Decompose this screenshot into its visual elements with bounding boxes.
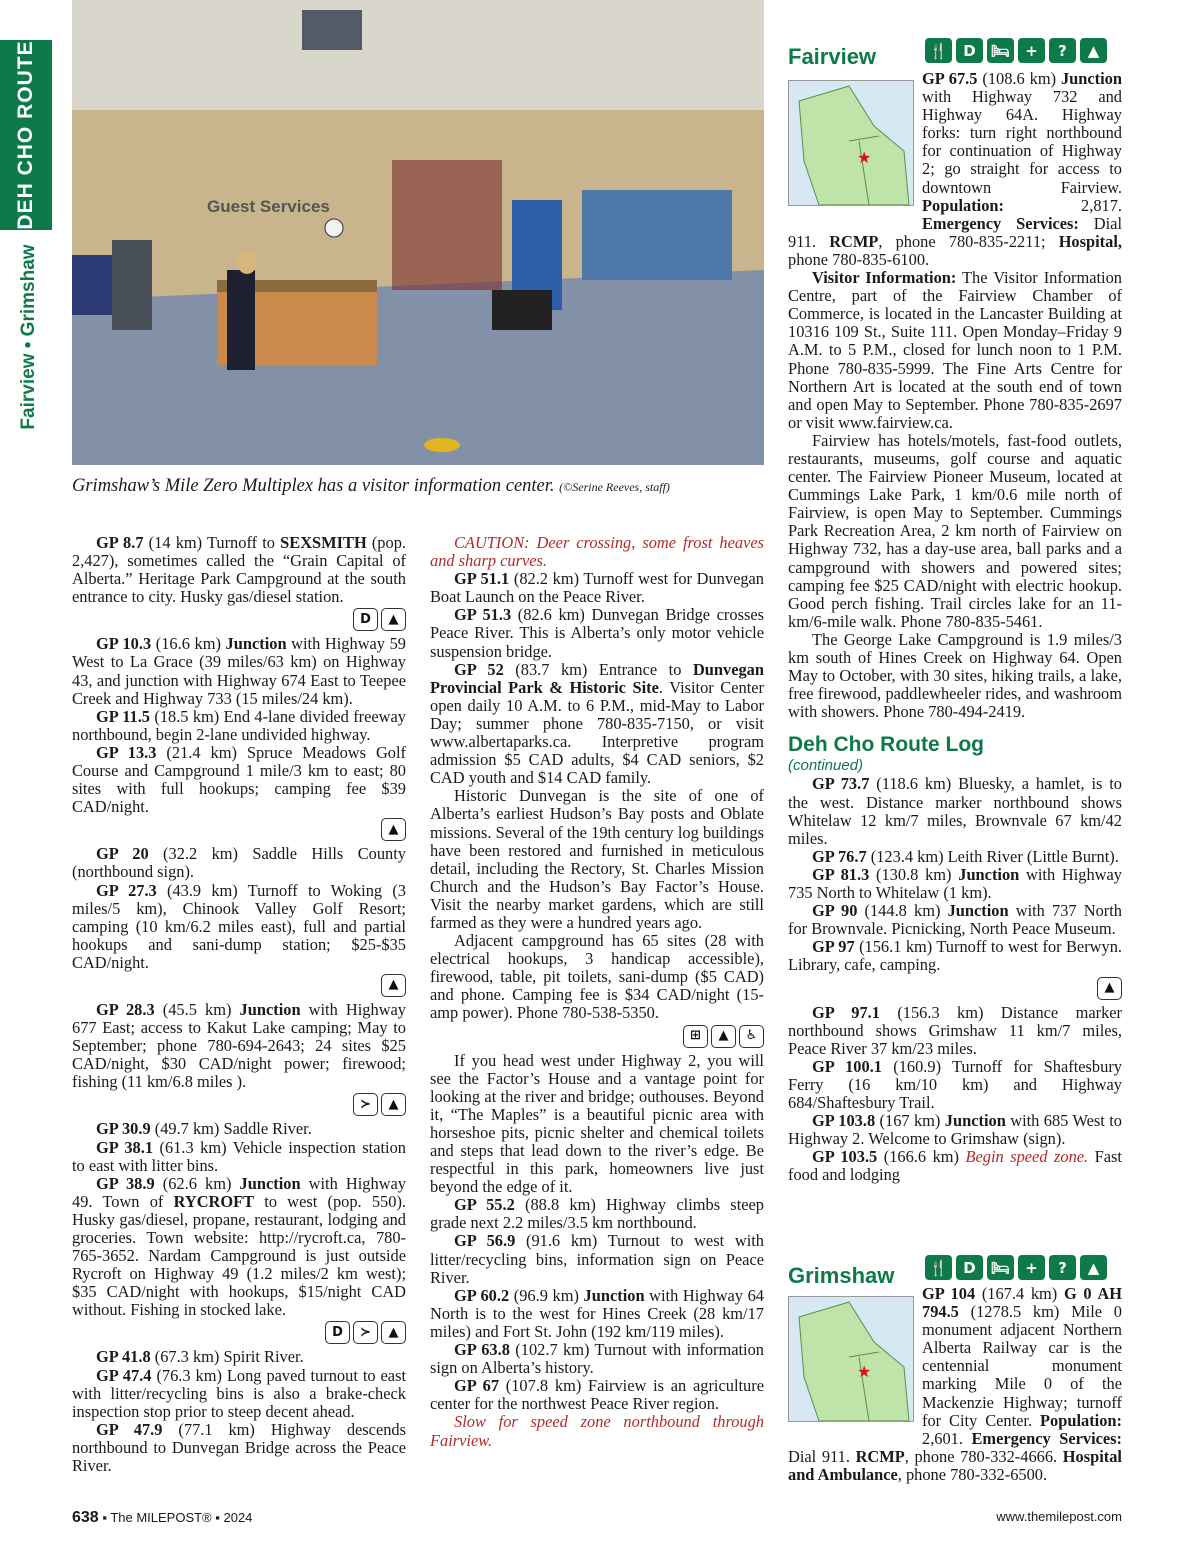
entry-text: (156.3 km) Distance marker northbound shows Grimshaw 11 km/7 miles, Peace River 37 km/23 miles. — [788, 1002, 1122, 1058]
log-entry — [788, 1112, 1122, 1148]
gp-milepost: GP 97.1 — [812, 1002, 880, 1022]
gp-milepost: GP 38.9 — [96, 1173, 155, 1193]
service-icon: D — [325, 1321, 350, 1344]
service-icon: + — [1018, 1255, 1045, 1280]
gp-milepost: GP 90 — [812, 901, 858, 921]
gp-milepost: GP 38.1 — [96, 1137, 154, 1157]
fairview-services-icons — [925, 38, 1107, 63]
gp-milepost: GP 10.3 — [96, 634, 152, 654]
service-icon: ? — [1049, 1255, 1076, 1280]
gp-milepost: GP 63.8 — [454, 1340, 510, 1360]
entry-bold: RCMP — [855, 1446, 905, 1466]
log-entry — [430, 1196, 764, 1232]
service-icons — [72, 1093, 406, 1116]
entry-bold: RCMP — [829, 231, 879, 251]
gp-milepost: GP 11.5 — [96, 706, 150, 726]
gp-milepost: GP 67 — [454, 1376, 500, 1396]
service-icon: ▲ — [381, 608, 406, 631]
gp-milepost: GP 8.7 — [96, 533, 144, 552]
entry-text: , phone 780-332-6500. — [897, 1464, 1048, 1484]
entry-text: (82.2 km) Turnoff west for Dunvegan Boat Launch on the Peace River. — [430, 569, 765, 607]
entry-text: (166.6 km) — [877, 1147, 966, 1167]
entry-text: (118.6 km) Bluesky, a hamlet, is to the west. Distance marker northbound shows Whitelaw 12 km/7 miles, Brownvale 67 km/42 miles. — [788, 774, 1122, 848]
service-icon: ⊞ — [683, 1025, 708, 1048]
entry-text: (83.7 km) Entrance to — [503, 659, 693, 679]
entry-text: with Highway 735 North to Whitelaw (1 km). — [788, 864, 1122, 903]
service-icon: ▲ — [381, 1093, 406, 1116]
gp-milepost: GP 47.9 — [96, 1419, 163, 1439]
log-entry — [430, 1232, 764, 1286]
log-entry — [788, 1004, 1122, 1058]
service-icons — [72, 608, 406, 631]
log-entry — [788, 866, 1122, 902]
log-entry — [788, 631, 1122, 721]
log-entry — [430, 1377, 764, 1413]
entry-text: . Visitor Center open daily 10 A.M. to 6 P.M., mid-May to Labor Day; summer phone 780-835-7150, or visit www.albertaparks.ca. Interpretive program admission $5 CAD adults, $4 CAD seniors, $2 CAD youth and $14 CAD family. — [430, 677, 764, 788]
log-entry — [788, 1148, 1122, 1184]
route-tab: DEH CHO ROUTE — [0, 40, 52, 230]
gp-milepost: GP 20 — [96, 844, 149, 864]
log-entry — [430, 1052, 764, 1197]
entry-bold: Junction — [239, 1173, 301, 1193]
entry-text: Historic Dunvegan is the site of one of Alberta’s earliest Hudson’s Bay posts and Oblate missions. Several of the 19th century log buildings have been restored and furnished in meticulous detail, including the Rectory, St. Charles Mission Church and the Hudson’s Bay Factor’s House. Visit the nearby market gardens, which are still farmed as they were a hundred years ago. — [430, 786, 764, 932]
service-icon: + — [1018, 38, 1045, 63]
entry-text: The Visitor Information Centre, part of the Fairview Chamber of Commerce, is located in the Lancaster Building at 10316 109 St., Suite 111. Open Monday–Friday 9 A.M. to 5 P.M., closed for lunch noon to 1 P.M. Phone 780-835-5999. The Fine Arts Centre for Northern Art is located at the south end of town and open May to September. Phone 780-835-2697 or visit www.fairview.ca. — [788, 268, 1122, 432]
gp-milepost: GP 56.9 — [454, 1231, 516, 1251]
service-icon: 🛏 — [987, 1255, 1014, 1280]
entry-text: (43.9 km) Turnoff to Woking (3 miles/5 km), Chinook Valley Golf Resort; camping (10 km/6.2 miles east), full and partial hookups and sani-dump station; $25-$35 CAD/night. — [72, 880, 406, 972]
service-icon: ▲ — [381, 974, 406, 997]
log-entry — [430, 1413, 764, 1449]
svg-text:★: ★ — [857, 148, 872, 167]
website-footer: www.themilepost.com — [996, 1509, 1122, 1524]
map-spacer — [788, 1285, 922, 1430]
entry-text: (76.3 km) Long paved turnout to east with litter/recycling bins is also a brake-check inspection stop prior to steep decent ahead. — [72, 1365, 407, 1421]
gp-milepost: GP 76.7 — [812, 846, 867, 866]
log-entry — [788, 902, 1122, 938]
entry-text: (62.6 km) — [154, 1173, 240, 1193]
route-log-heading: Deh Cho Route Log — [788, 733, 984, 757]
gp-milepost: GP 103.8 — [812, 1111, 876, 1131]
entry-text: , phone 780-835-2211; — [878, 231, 1059, 251]
gp-milepost: GP 52 — [454, 659, 504, 679]
entry-text: Fairview has hotels/motels, fast-food outlets, restaurants, museums, golf course and aquatic center. The Fairview Pioneer Museum, located at Cummings Lake Park, 1 km/0.6 mile north of Fairview, is open May to September. Cummings Park Recreation Area, 2 km north of Fairview on Highway 732, has a day-use area, ball parks and a campground with showers and powered sites; camping fee $25 CAD/night with electric hookup. Good perch fishing. Trail circles lake for an 11-km/6-mile walk. Phone 780-835-5461. — [788, 430, 1122, 631]
service-icon: 🍴 — [925, 1255, 952, 1280]
log-entry — [72, 635, 406, 707]
service-icons — [72, 818, 406, 841]
entry-text: phone 780-835-6100. — [788, 249, 930, 269]
log-entry — [430, 606, 764, 660]
log-entry — [72, 882, 406, 972]
entry-text: (107.8 km) Fairview is an agriculture center for the northwest Peace River region. — [430, 1376, 764, 1414]
service-icon: D — [353, 608, 378, 631]
entry-text: (pop. 2,427), sometimes called the “Grain Capital of Alberta.” Heritage Park Campground at the south entrance to city. Husky gas/diesel station. — [72, 533, 406, 607]
log-entry — [72, 534, 406, 606]
gp-milepost: GP 81.3 — [812, 864, 870, 884]
entry-text: (123.4 km) Leith River (Little Burnt). — [866, 846, 1119, 866]
gp-milepost: GP 97 — [812, 937, 855, 957]
entry-bold: Population: — [1040, 1410, 1122, 1430]
service-icon: ▲ — [381, 818, 406, 841]
entry-text: (32.2 km) Saddle Hills County (northbound sign). — [72, 844, 406, 882]
entry-bold: Junction — [958, 864, 1020, 884]
entry-text: (96.9 km) — [509, 1285, 584, 1305]
entry-text: (167 km) — [875, 1111, 945, 1131]
gp-milepost: GP 51.1 — [454, 569, 510, 589]
log-entry — [430, 661, 764, 788]
entry-text: 2,817. — [1003, 195, 1122, 215]
route-log-subtitle: (continued) — [788, 757, 864, 775]
entry-text: with Highway 732 and Highway 64A. Highway forks: turn right northbound for continuation of Highway 2; go straight for access to downtown Fairview. — [922, 87, 1122, 197]
entry-text: (1278.5 km) Mile 0 monument adjacent Northern Alberta Railway car is the centennial monument marking Mile 0 of the Mackenzie Highway; turnoff for City Center. — [922, 1302, 1122, 1430]
multiplex-photo — [72, 0, 764, 465]
service-icon: ♿ — [739, 1025, 764, 1048]
entry-text: (102.7 km) Turnout with information sign on Alberta’s history. — [430, 1340, 764, 1378]
entry-text: (167.4 km) — [975, 1284, 1064, 1303]
log-entry — [72, 1175, 406, 1320]
log-entry — [788, 269, 1122, 432]
entry-text: (67.3 km) Spirit River. — [150, 1347, 304, 1367]
entry-bold: SEXSMITH — [280, 533, 367, 552]
gp-milepost: GP 73.7 — [812, 774, 870, 794]
log-entry — [72, 1421, 406, 1475]
speed-zone-note: Begin speed zone. — [965, 1147, 1089, 1167]
service-icon: ▲ — [1080, 38, 1107, 63]
entry-bold: G 0 AH 794.5 — [922, 1284, 1122, 1322]
entry-bold: Population: — [922, 195, 1004, 215]
entry-text: (88.8 km) Highway climbs steep grade next 2.2 miles/3.5 km northbound. — [430, 1195, 764, 1233]
entry-bold: Junction — [947, 901, 1009, 921]
entry-text: (21.4 km) Spruce Meadows Golf Course and Campground 1 mile/3 km to east; 80 sites with full hookups; camping fee $39 CAD/night. — [72, 742, 406, 817]
entry-text: with 737 North for Brownvale. Picnicking, North Peace Museum. — [788, 901, 1122, 939]
service-icons — [72, 974, 406, 997]
photo-illustration — [72, 0, 764, 465]
service-icon: ▲ — [381, 1321, 406, 1344]
entry-text: If you head west under Highway 2, you will see the Factor’s House and a vantage point for looking at the river and bridge; outhouses. Beyond it, “The Maples” is a beautiful picnic area with horseshoe pits, picnic shelter and chemical toilets and steps that lead down to the river’s edge. Be respectful in this park, homeowners live just beyond the edge of it. — [430, 1050, 764, 1197]
entry-text: Dial 911. — [788, 1446, 856, 1466]
entry-text: (82.6 km) Dunvegan Bridge crosses Peace River. This is Alberta’s only motor vehicle suspension bridge. — [430, 605, 764, 661]
gp-milepost: GP 55.2 — [454, 1195, 515, 1215]
log-entry — [430, 570, 764, 606]
log-entry — [430, 534, 764, 570]
page-footer: 638 ▪ The MILEPOST® ▪ 2024 — [72, 1509, 253, 1526]
gp-milepost: GP 30.9 — [96, 1119, 151, 1139]
service-icon: ? — [1049, 38, 1076, 63]
caution-note: Slow for speed zone northbound through Fairview. — [430, 1412, 764, 1450]
gp-milepost: GP 60.2 — [454, 1285, 510, 1305]
entry-bold: Junction — [239, 999, 301, 1019]
service-icon: ▲ — [1097, 977, 1122, 1000]
gp-milepost: GP 51.3 — [454, 605, 512, 625]
service-icon: 🍴 — [925, 38, 952, 63]
side-label: Fairview • Grimshaw — [18, 244, 39, 430]
entry-text: with Highway 49. Town of — [72, 1173, 407, 1211]
gp-milepost: GP 47.4 — [96, 1365, 152, 1385]
log-entry — [788, 848, 1122, 866]
gp-milepost: GP 67.5 — [922, 69, 978, 88]
service-icon: D — [956, 38, 983, 63]
entry-bold: Junction — [1060, 69, 1122, 88]
entry-text: (156.1 km) Turnoff to west for Berwyn. Library, cafe, camping. — [788, 937, 1122, 975]
service-icon: ▲ — [711, 1025, 736, 1048]
grimshaw-text — [788, 1285, 1122, 1484]
entry-text: (108.6 km) — [977, 69, 1061, 88]
gp-milepost: GP 28.3 — [96, 999, 155, 1019]
photo-caption: Grimshaw’s Mile Zero Multiplex has a visitor information center. (©Serine Reeves, staff) — [72, 476, 670, 496]
entry-text: (45.5 km) — [154, 999, 240, 1019]
log-entry — [788, 938, 1122, 974]
gp-milepost: GP 27.3 — [96, 880, 157, 900]
fairview-text — [788, 70, 1122, 1184]
entry-bold: Junction — [225, 634, 287, 654]
entry-bold: RYCROFT — [173, 1191, 255, 1211]
entry-text: Adjacent campground has 65 sites (28 with electrical hookups, 3 handicap accessible), firewood, table, pit toilets, sani-dump ($5 CAD) and phone. Camping fee is $34 CAD/night (15-amp power). Phone 780-538-5350. — [430, 931, 764, 1023]
column-1 — [72, 534, 406, 1475]
service-icon: ≻ — [353, 1321, 378, 1344]
service-icon: 🛏 — [987, 38, 1014, 63]
entry-text: , phone 780-332-4666. — [904, 1446, 1063, 1466]
fairview-heading: Fairview — [788, 44, 877, 69]
entry-text: (160.9) Turnoff for Shaftesbury Ferry (16 km/10 km) and Highway 684/Shaftesbury Trail. — [788, 1056, 1122, 1112]
service-icons — [430, 1025, 764, 1048]
gp-milepost: GP 41.8 — [96, 1347, 151, 1367]
log-entry — [430, 787, 764, 932]
service-icon: ≻ — [353, 1093, 378, 1116]
log-entry — [72, 1367, 406, 1421]
log-entry — [72, 1348, 406, 1366]
log-entry — [72, 708, 406, 744]
entry-text: to west (pop. 550). Husky gas/diesel, propane, restaurant, lodging and groceries. Town website: http://rycroft.ca, 780-765-3652. Nardam Campground is just outside Rycroft on Highway 49 (1.2 miles/2 km west); $35 CAD/night with hookups, $15/night CAD without. Fishing in stocked lake. — [72, 1191, 407, 1320]
column-2 — [430, 534, 764, 1450]
entry-text: (18.5 km) End 4-lane divided freeway northbound, begin 2-lane undivided highway. — [72, 706, 406, 744]
log-entry — [788, 1058, 1122, 1112]
log-entry — [430, 1287, 764, 1341]
gp-milepost: GP 100.1 — [812, 1056, 882, 1076]
gp-milepost: GP 104 — [922, 1284, 976, 1303]
log-entry — [430, 1341, 764, 1377]
entry-text: with Highway 677 East; access to Kakut Lake camping; May to September; phone 780-694-2643; 24 sites $25 CAD/night, $30 CAD/night power; firewood; fishing (11 km/6.8 miles ). — [72, 999, 407, 1092]
entry-bold: Visitor Information: — [812, 268, 957, 288]
log-entry — [430, 932, 764, 1022]
entry-text: (16.6 km) — [151, 634, 226, 654]
entry-text: (130.8 km) — [869, 864, 959, 884]
map-spacer — [788, 70, 922, 230]
entry-bold: Hospital, — [1058, 231, 1122, 251]
entry-text: with Highway 64 North is to the west for Hines Creek (28 km/17 miles) and Fort St. John (192 km/119 miles). — [430, 1285, 765, 1341]
gp-milepost: GP 13.3 — [96, 742, 157, 762]
entry-text: (49.7 km) Saddle River. — [150, 1119, 312, 1139]
service-icon: D — [956, 1255, 983, 1280]
service-icons — [72, 1321, 406, 1344]
entry-text: Fast food and lodging — [788, 1147, 1122, 1185]
entry-bold: Dunvegan Provincial Park & Historic Site — [430, 659, 764, 697]
entry-text: (144.8 km) — [857, 901, 948, 921]
log-entry — [72, 1120, 406, 1138]
guest-services-sign: Guest Services — [207, 197, 330, 216]
service-icon: ▲ — [1080, 1255, 1107, 1280]
entry-bold: Junction — [583, 1285, 645, 1305]
entry-text: (91.6 km) Turnout to west with litter/recycling bins, information sign on Peace River. — [430, 1231, 764, 1287]
entry-bold: Hospital and Ambulance — [788, 1446, 1122, 1484]
entry-text: (77.1 km) Highway descends northbound to Dunvegan Bridge across the Peace River. — [72, 1419, 407, 1476]
log-entry — [788, 775, 1122, 847]
gp-milepost: GP 103.5 — [812, 1147, 878, 1167]
log-entry — [72, 845, 406, 881]
grimshaw-heading: Grimshaw — [788, 1263, 895, 1288]
entry-text: 2,601. — [922, 1428, 972, 1448]
entry-bold: Emergency Services: — [922, 213, 1079, 233]
entry-text: (61.3 km) Vehicle inspection station to east with litter bins. — [72, 1137, 406, 1175]
entry-text: The George Lake Campground is 1.9 miles/3 km south of Hines Creek on Highway 64. Open May to October, with 30 sites, hiking trails, a lake, free firewood, paddlewheeler rides, and washroom with showers. Phone 780-494-2419. — [788, 629, 1122, 722]
entry-text: (14 km) Turnoff to — [143, 533, 281, 552]
log-entry — [72, 1001, 406, 1091]
log-entry — [788, 432, 1122, 631]
log-entry — [72, 744, 406, 816]
caution-note: CAUTION: Deer crossing, some frost heaves and sharp curves. — [430, 533, 764, 571]
entry-text: with 685 West to Highway 2. Welcome to Grimshaw (sign). — [788, 1111, 1122, 1149]
entry-text: with Highway 59 West to La Grace (39 miles/63 km) on Highway 43, and junction with Highway 674 East to Teepee Creek and Highway 733 (15 miles/24 km). — [72, 634, 407, 708]
service-icons — [788, 977, 1122, 1000]
svg-text:★: ★ — [857, 1362, 872, 1381]
grimshaw-services-icons — [925, 1255, 1107, 1280]
entry-bold: Junction — [944, 1111, 1006, 1131]
log-entry — [72, 1139, 406, 1175]
entry-text: Dial 911. — [788, 213, 1122, 251]
entry-bold: Emergency Services: — [971, 1428, 1123, 1448]
